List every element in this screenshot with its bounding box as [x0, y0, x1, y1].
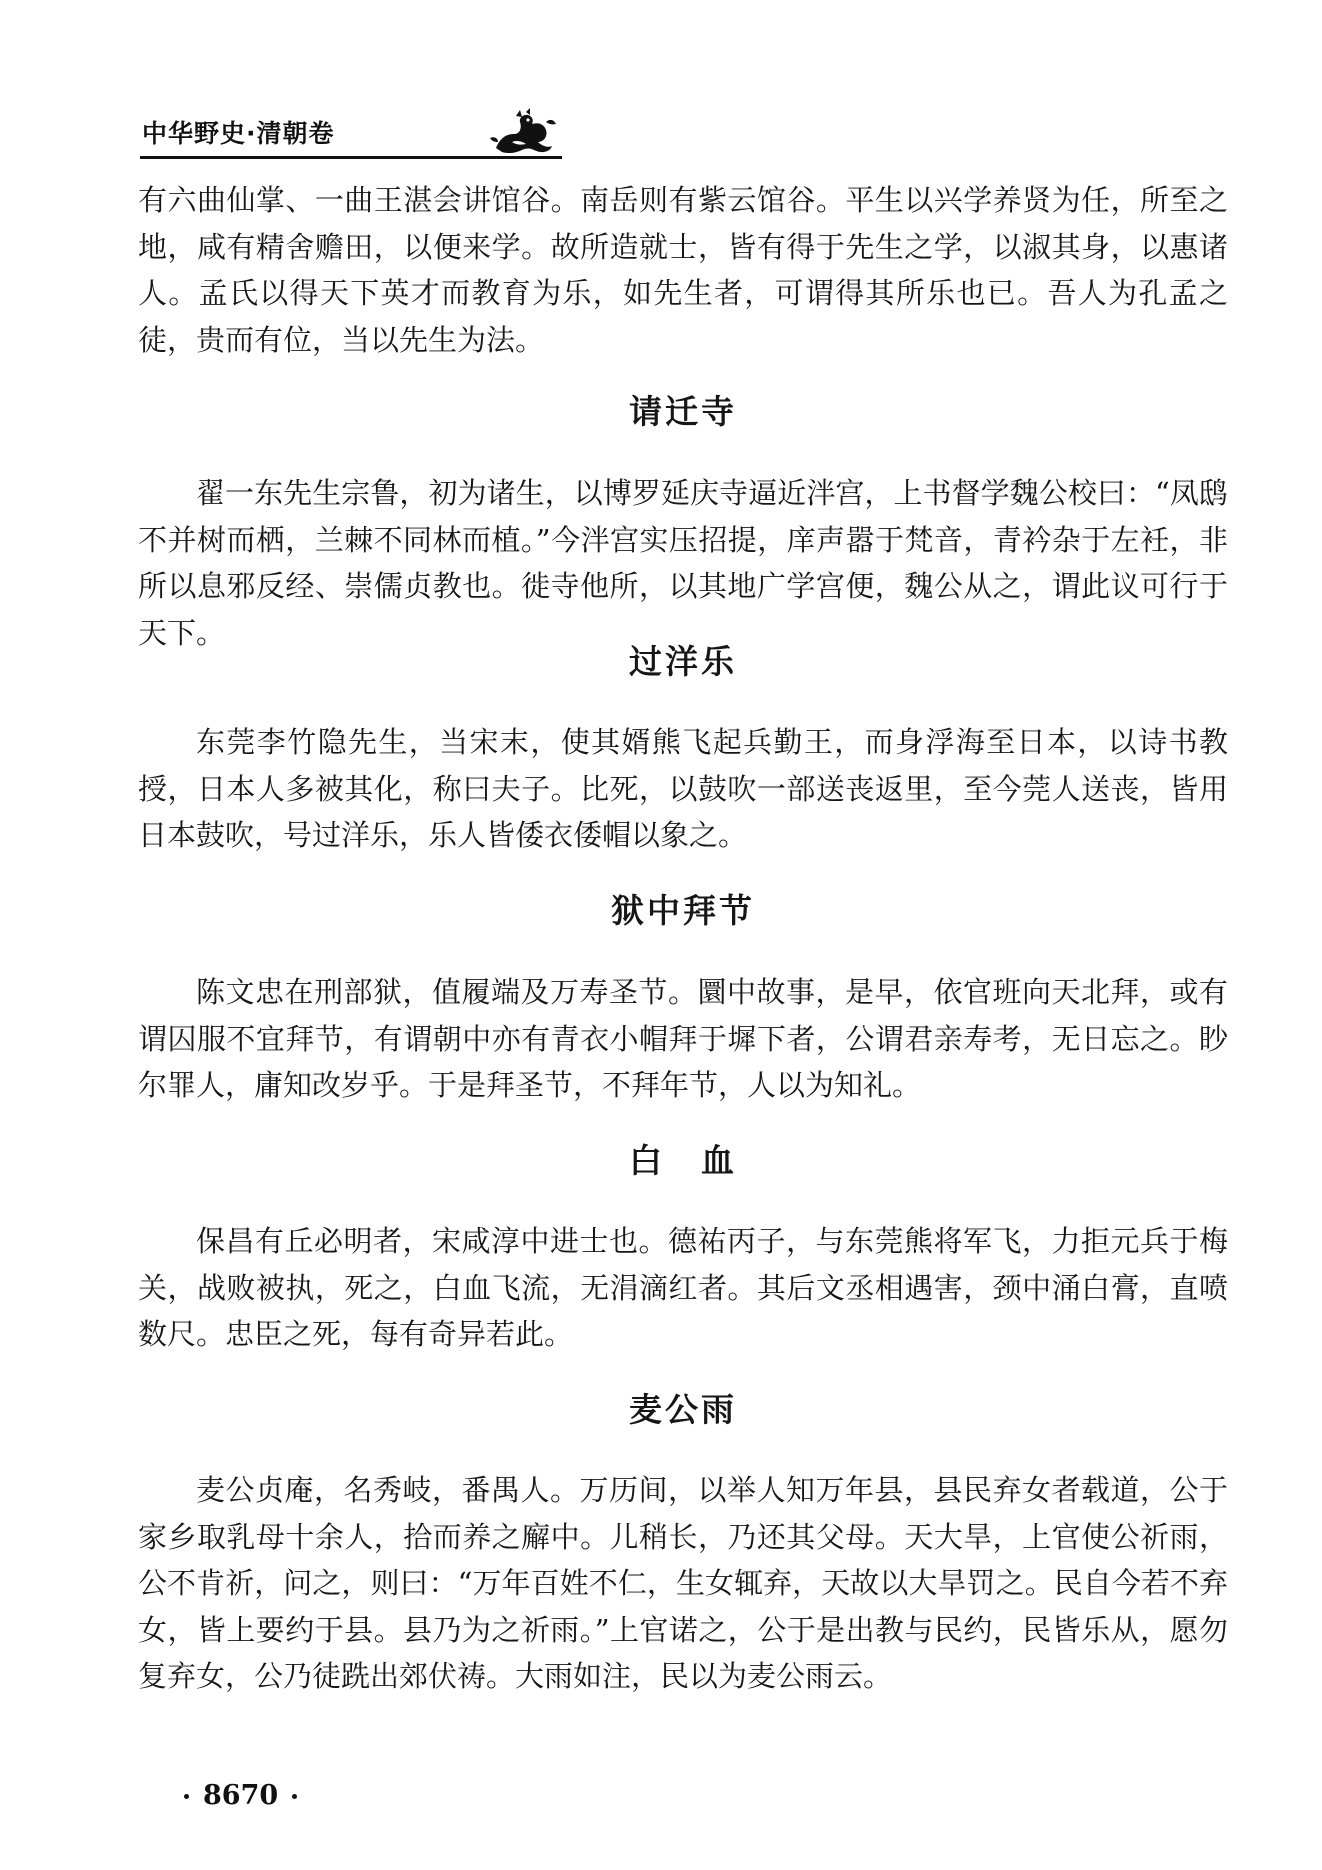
section-body-maigongyu: 麦公贞庵，名秀岐，番禺人。万历间，以举人知万年县，县民弃女者载道，公于家乡取乳母十余人，拾而养之廨中。儿稍长，乃还其父母。天大旱，上官使公祈雨，公不肯祈，问之，则曰：“万年百姓不仁，生女辄弃，天故以大旱罚之。民自今若不弃女，皆上要约于县。县乃为之祈雨。”上官诺之，公于是出教与民约，民皆乐从，愿勿复弃女，公乃徒跣出郊伏祷。大雨如注，民以为麦公雨云。	[138, 1473, 1228, 1693]
page-number-value: 8670	[203, 1780, 279, 1811]
header-rule	[140, 156, 562, 159]
section-title-guoyangle: 过洋乐	[629, 642, 737, 681]
intro-paragraph: 有六曲仙掌、一曲王湛会讲馆谷。南岳则有紫云馆谷。平生以兴学养贤为任，所至之地，咸有精舍赡田，以便来学。故所造就士，皆有得于先生之学，以淑其身，以惠诸人。孟氏以得天下英才而教育为乐，如先生者，可谓得其所乐也已。吾人为孔孟之徒，贵而有位，当以先生为法。	[138, 183, 1228, 357]
section-body-qingqiansi: 翟一东先生宗鲁，初为诸生，以博罗延庆寺逼近泮宫，上书督学魏公校曰：“凤鸱不并树而栖，兰棘不同林而植。”今泮宫实压招提，庠声嚣于梵音，青衿杂于左衽，非所以息邪反经、崇儒贞教也。徙寺他所，以其地广学宫便，魏公从之，谓此议可行于天下。	[138, 476, 1228, 650]
book-title: 中华野史·清朝卷	[142, 119, 335, 148]
running-header	[140, 108, 562, 164]
section-body-yuzhongbaijie: 陈文忠在刑部狱，值履端及万寿圣节。圜中故事，是早，依官班向天北拜，或有谓囚服不宜拜节，有谓朝中亦有青衣小帽拜于墀下者，公谓君亲寿考，无日忘之。眇尔罪人，庸知改岁乎。于是拜圣节，不拜年节，人以为知礼。	[138, 975, 1228, 1102]
dot-icon	[184, 1794, 189, 1799]
dragon-icon	[486, 108, 558, 156]
section-body-baixue: 保昌有丘必明者，宋咸淳中进士也。德祐丙子，与东莞熊将军飞，力拒元兵于梅关，战败被执，死之，白血飞流，无涓滴红者。其后文丞相遇害，颈中涌白膏，直喷数尺。忠臣之死，每有奇异若此。	[138, 1224, 1228, 1351]
dot-icon	[292, 1794, 297, 1799]
section-body-guoyangle: 东莞李竹隐先生，当宋末，使其婿熊飞起兵勤王，而身浮海至日本，以诗书教授，日本人多被其化，称曰夫子。比死，以鼓吹一部送丧返里，至今莞人送丧，皆用日本鼓吹，号过洋乐，乐人皆倭衣倭帽以象之。	[138, 725, 1228, 852]
section-title-maigongyu: 麦公雨	[629, 1390, 737, 1429]
page-number	[170, 1780, 311, 1811]
section-title-baixue: 白 血	[629, 1141, 737, 1180]
section-title-yuzhongbaijie: 狱中拜节	[611, 891, 755, 930]
section-title-qingqiansi: 请迁寺	[629, 392, 737, 431]
